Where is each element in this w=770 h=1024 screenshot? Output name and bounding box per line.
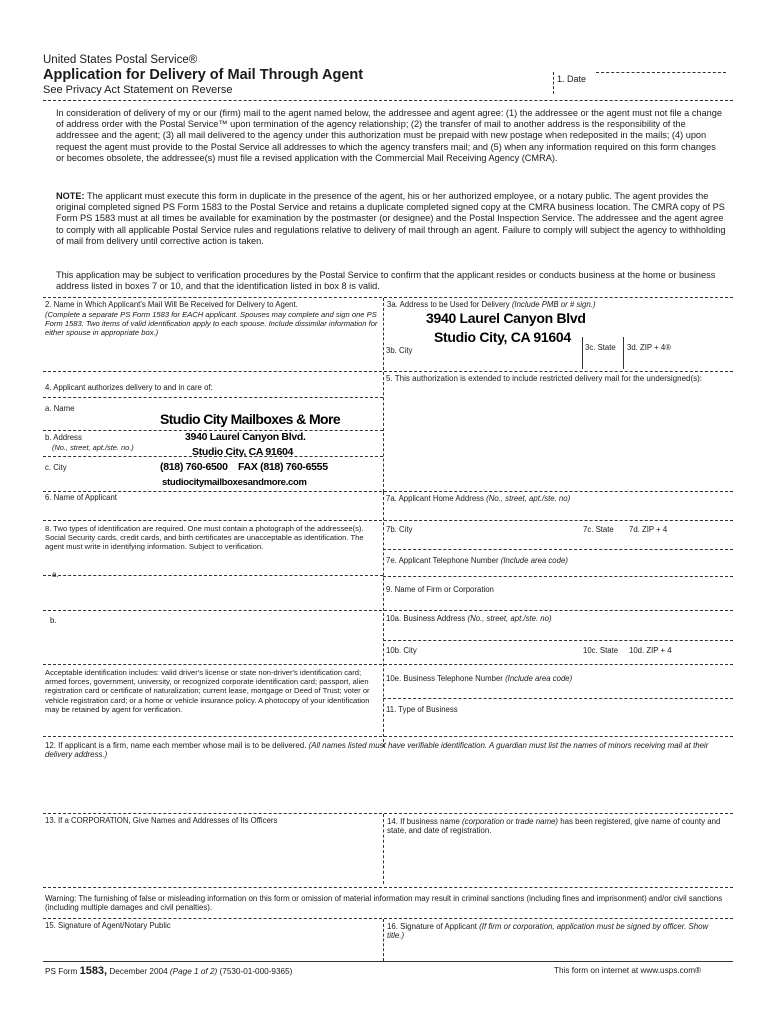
date-label: 1. Date [557,74,587,84]
field-10d-label: 10d. ZIP + 4 [629,646,672,655]
field-4c-label: c. City [45,463,67,472]
field-3a-label: 3a. Address to be Used for Delivery (Include PMB or # sign.) [387,300,596,309]
field-16-label: 16. Signature of Applicant (If firm or corporation, application must be signed by officer. Show title.) [387,922,709,941]
field-4b-label: b. Address [45,433,82,442]
note-paragraph [56,191,726,247]
field-3d-label: 3d. ZIP + 4® [627,343,671,352]
date-field[interactable] [596,72,726,73]
field-14-label: 14. If business name (corporation or trade name) has been registered, give name of county and state, and date of registration. [387,817,721,836]
agent-phone[interactable]: (818) 760-6500 [160,461,228,473]
agent-website[interactable]: studiocitymailboxesandmore.com [162,477,307,488]
form-title: Application for Delivery of Mail Through Agent [43,67,364,83]
field-10a-label: 10a. Business Address (No., street, apt./ste. no) [386,614,552,623]
note-label: NOTE: [56,191,85,201]
field-15-label: 15. Signature of Agent/Notary Public [45,921,171,930]
field-6-label: 6. Name of Applicant [45,493,117,502]
field-4-label: 4. Applicant authorizes delivery to and in care of: [45,383,213,392]
field-2-label: 2. Name in Which Applicant's Mail Will Be Received for Delivery to Agent. [45,300,298,309]
field-9-label: 9. Name of Firm or Corporation [386,585,494,594]
field-8b-label: b. [50,616,57,625]
field-8-label: 8. Two types of identification are required. One must contain a photograph of the addressee(s). Social Security cards, credit cards, and birth certificates are unacceptable as identification. The agent must write in identifying information. Subject to verification. [45,524,364,552]
internet-note: This form on internet at www.usps.com® [554,966,702,975]
field-10c-label: 10c. State [583,646,619,655]
field-2-note: (Complete a separate PS Form 1583 for EACH applicant. Spouses may complete and sign one PS Form 1583. Two items of valid identification apply to each spouse. Include dissimilar information for either spouse in appropriate box.) [45,310,378,338]
warning-text: Warning: The furnishing of false or misleading information on this form or omission of material information may result in criminal sanctions (including fines and imprisonment) and/or civil sanctions (including multiple damages and civil penalties). [45,894,723,913]
field-12-label: 12. If applicant is a firm, name each member whose mail is to be delivered. (All names listed must have verifiable identification. A guardian must list the names of minors receiving mail at their delivery address.) [45,741,709,760]
field-11-label: 11. Type of Business [386,705,458,714]
verification-paragraph: This application may be subject to verification procedures by the Postal Service to confirm that the applicant resides or conducts business at the home or business address listed in boxes 7 or 10, and that the identification listed in box 8 is valid. [56,270,716,292]
consideration-paragraph: In consideration of delivery of my or our (firm) mail to the agent named below, the addressee and agent agree: (1) the addressee or the agent must not file a change of address order with the Postal Service™ upon termination of the agency relationship; (2) the transfer of mail to another address is the responsibility of the addressee and the agent; (3) all mail delivered to the agency under this authorization must be prepaid with new postage when redeposited in the mails; (4) upon request the agent must provide to the Postal Service all addresses to which the agency transfers mail; and (5) when any information required on this form changes or becomes obsolete, the addressee(s) must file a revised application with the Commercial Mail Receiving Agency (CMRA). [56,108,722,163]
field-5-label: 5. This authorization is extended to include restricted delivery mail for the undersigned(s): [386,374,703,383]
note-text: The applicant must execute this form in duplicate in the presence of the agent, his or her authorized employee, or a notary public. The agent provides the original completed signed PS Form 1583 to the Postal Service and retains a duplicate completed signed copy at the CMRA business location. The CMRA copy of PS Form PS 1583 must at all times be available for examination by the postmaster (or designee) and the Postal Inspection Service. The addressee and the agent agree to comply with all applicable Postal Service rules and regulations relative to delivery of mail through an agent. Failure to comply will subject the agency to withholding of mail from delivery until corrective action is taken. [56,191,726,246]
form-identifier: PS Form 1583, December 2004 (Page 1 of 2) (7530-01-000-9365) [45,965,293,977]
field-13-label: 13. If a CORPORATION, Give Names and Addresses of Its Officers [45,816,278,825]
field-7b-label: 7b. City [386,525,413,534]
field-4a-label: a. Name [45,404,75,413]
field-7c-label: 7c. State [583,525,614,534]
delivery-address-line1[interactable]: 3940 Laurel Canyon Blvd [426,310,586,326]
field-7d-label: 7d. ZIP + 4 [629,525,668,534]
field-10e-label: 10e. Business Telephone Number (Include area code) [386,674,573,683]
agent-name[interactable]: Studio City Mailboxes & More [160,411,341,427]
field-7e-label: 7e. Applicant Telephone Number (Include area code) [386,556,568,565]
agent-fax[interactable]: FAX (818) 760-6555 [238,461,328,473]
acceptable-id-note: Acceptable identification includes: valid driver's license or state non-driver's identification card; armed forces, government, university, or recognized corporate identification card; passport, alien registration card or certificate of naturalization; current lease, mortgage or Deed of Trust; voter or vehicle registration card; or a home or vehicle insurance policy. A photocopy of your identification may be retained by agent for verification. [45,668,370,714]
field-3c-label: 3c. State [585,343,616,352]
agent-street[interactable]: 3940 Laurel Canyon Blvd. [185,431,306,443]
field-7a-label: 7a. Applicant Home Address (No., street, apt./ste. no) [386,494,571,503]
field-10b-label: 10b. City [386,646,417,655]
field-4b-note: (No., street, apt./ste. no.) [52,443,134,452]
field-8a-label: a. [52,570,59,579]
delivery-address-line2[interactable]: Studio City, CA 91604 [434,329,571,345]
agency-name: United States Postal Service® [43,54,198,66]
agent-city[interactable]: Studio City, CA 91604 [192,446,294,458]
field-3b-label: 3b. City [386,346,413,355]
privacy-note: See Privacy Act Statement on Reverse [43,84,233,96]
